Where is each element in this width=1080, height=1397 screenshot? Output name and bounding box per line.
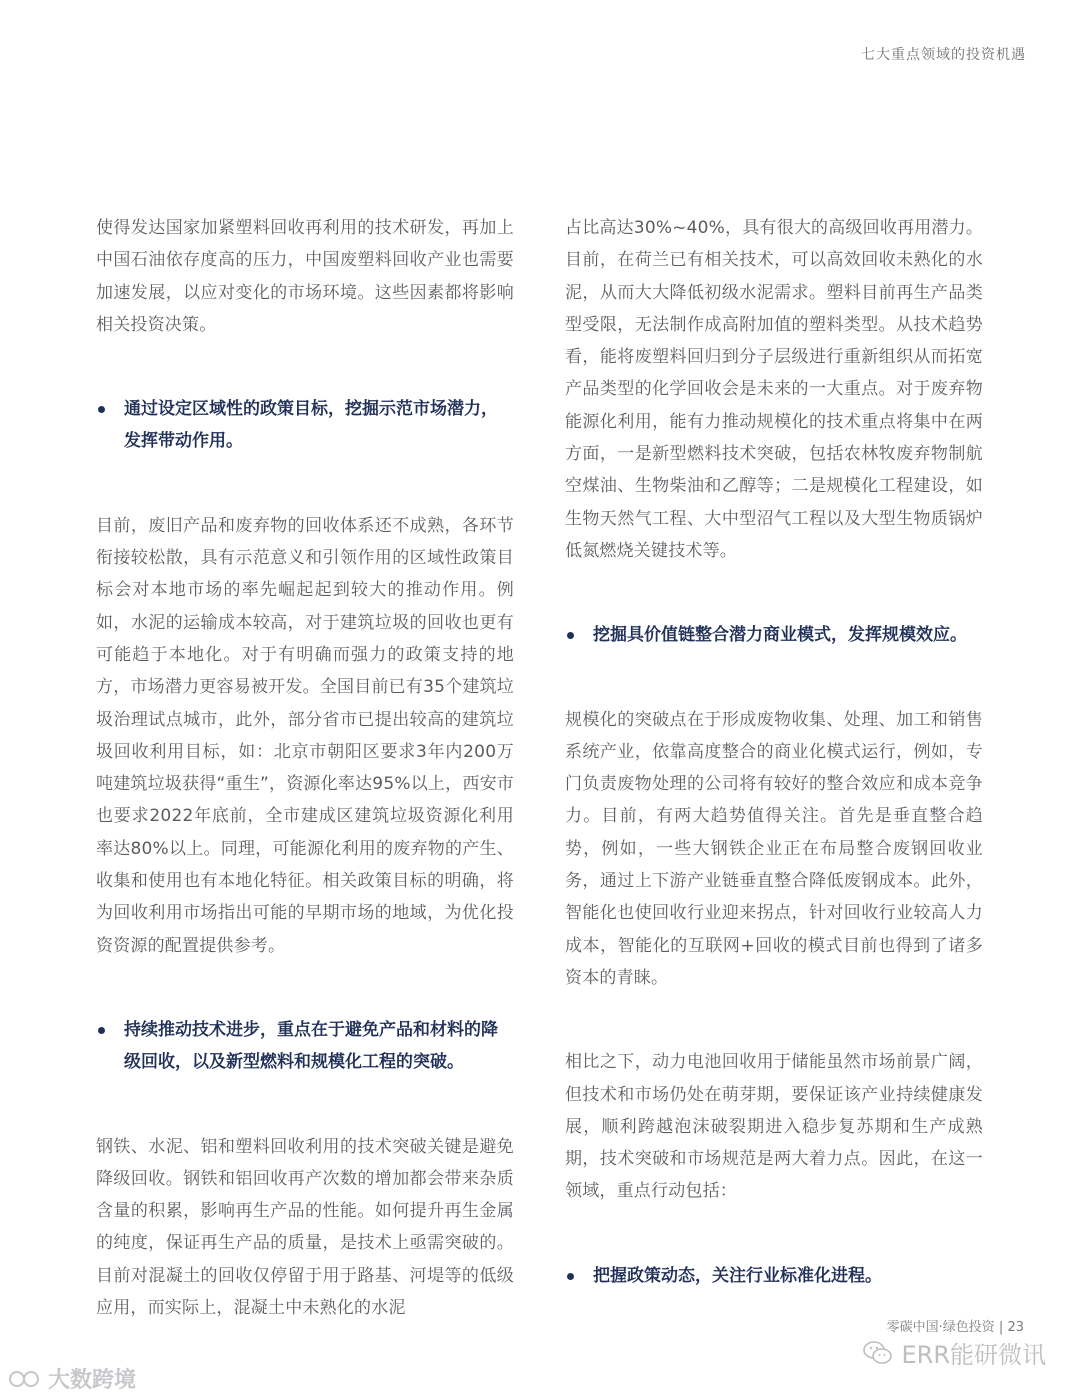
right-column [565,212,983,1292]
bullet-dot-icon [567,632,574,639]
left-bullet-2-text: 持续推动技术进步，重点在于避免产品和材料的降级回收，以及新型燃料和规模化工程的突破。 [124,1019,498,1073]
footer-page-label: 零碳中国·绿色投资 | 23 [886,1320,1024,1335]
right-paragraph-2: 规模化的突破点在于形成废物收集、处理、加工和销售系统产业，依靠高度整合的商业化模式运行，例如，专门负责废物处理的公司将有较好的整合效应和成本竞争力。目前，有两大趋势值得关注。首先是垂直整合趋势，例如，一些大钢铁企业正在布局整合废钢回收业务，通过上下游产业链垂直整合降低废钢成本。此外，智能化也使回收行业迎来拐点，针对回收行业较高人力成本，智能化的互联网+回收的模式目前也得到了诸多资本的青睐。 [565,709,983,988]
right-bullet-1 [565,619,983,651]
left-bullet-2 [96,1014,514,1079]
left-bullet-1-text: 通过设定区域性的政策目标，挖掘示范市场潜力，发挥带动作用。 [124,399,498,452]
right-paragraph-1: 占比高达30%~40%，具有很大的高级回收再用潜力。目前，在荷兰已有相关技术，可以高效回收未熟化的水泥，从而大大降低初级水泥需求。塑料目前再生产品类型受限，无法制作成高附加值的塑料类型。从技术趋势看，能将废塑料回归到分子层级进行重新组织从而拓宽产品类型的化学回收会是未来的一大重点。对于废弃物能源化利用，能有力推动规模化的技术重点将集中在两方面，一是新型燃料技术突破，包括农林牧废弃物制航空煤油、生物柴油和乙醇等；二是规模化工程建设，如生物天然气工程、大中型沼气工程以及大型生物质锅炉低氮燃烧关键技术等。 [565,218,984,561]
page-header-title: 七大重点领域的投资机遇 [861,47,1026,63]
bullet-dot-icon [98,1027,105,1034]
watermark-logo [8,1363,136,1394]
wechat-icon [863,1340,893,1366]
watermark-left-text: 大数跨境 [48,1368,137,1393]
left-paragraph-3: 钢铁、水泥、铝和塑料回收利用的技术突破关键是避免降级回收。钢铁和铝回收再产次数的增加都会带来杂质含量的积累，影响再生产品的性能。如何提升再生金属的纯度，保证再生产品的质量，是技术上亟需突破的。目前对混凝土的回收仅停留于用于路基、河堤等的低级应用，而实际上，混凝土中未熟化的水泥 [96,1136,514,1319]
logo-icon [8,1369,42,1389]
left-paragraph-2: 目前，废旧产品和废弃物的回收体系还不成熟，各环节衔接较松散，具有示范意义和引领作用的区域性政策目标会对本地市场的率先崛起起到较大的推动作用。例如，水泥的运输成本较高，对于建筑垃圾的回收也更有可能趋于本地化。对于有明确而强力的政策支持的地方，市场潜力更容易被开发。全国目前已有35个建筑垃圾治理试点城市，此外，部分省市已提出较高的建筑垃圾回收利用目标，如：北京市朝阳区要求3年内200万吨建筑垃圾获得“重生”，资源化率达95%以上，西安市也要求2022年底前，全市建成区建筑垃圾资源化利用率达80%以上。同理，可能源化利用的废弃物的产生、收集和使用也有本地化特征。相关政策目标的明确，将为回收利用市场指出可能的早期市场的地域，为优化投资资源的配置提供参考。 [96,515,514,956]
right-bullet-2 [565,1260,983,1292]
left-bullet-1 [96,393,514,458]
left-column [96,212,514,1324]
watermark-wechat [863,1335,1046,1370]
bullet-dot-icon [567,1273,574,1280]
watermark-right-text: ERR能研微讯 [901,1341,1046,1369]
bullet-dot-icon [98,406,105,413]
left-paragraph-1: 使得发达国家加紧塑料回收再利用的技术研发，再加上中国石油依存度高的压力，中国废塑料回收产业也需要加速发展，以应对变化的市场环境。这些因素都将影响相关投资决策。 [96,218,514,335]
right-paragraph-3: 相比之下，动力电池回收用于储能虽然市场前景广阔，但技术和市场仍处在萌芽期，要保证该产业持续健康发展，顺利跨越泡沫破裂期进入稳步复苏期和生产成熟期，技术突破和市场规范是两大着力点。因此，在这一领域，重点行动包括： [565,1052,983,1202]
right-bullet-1-text: 挖掘具价值链整合潜力商业模式，发挥规模效应。 [593,625,967,646]
right-bullet-2-text: 把握政策动态，关注行业标准化进程。 [593,1265,882,1286]
